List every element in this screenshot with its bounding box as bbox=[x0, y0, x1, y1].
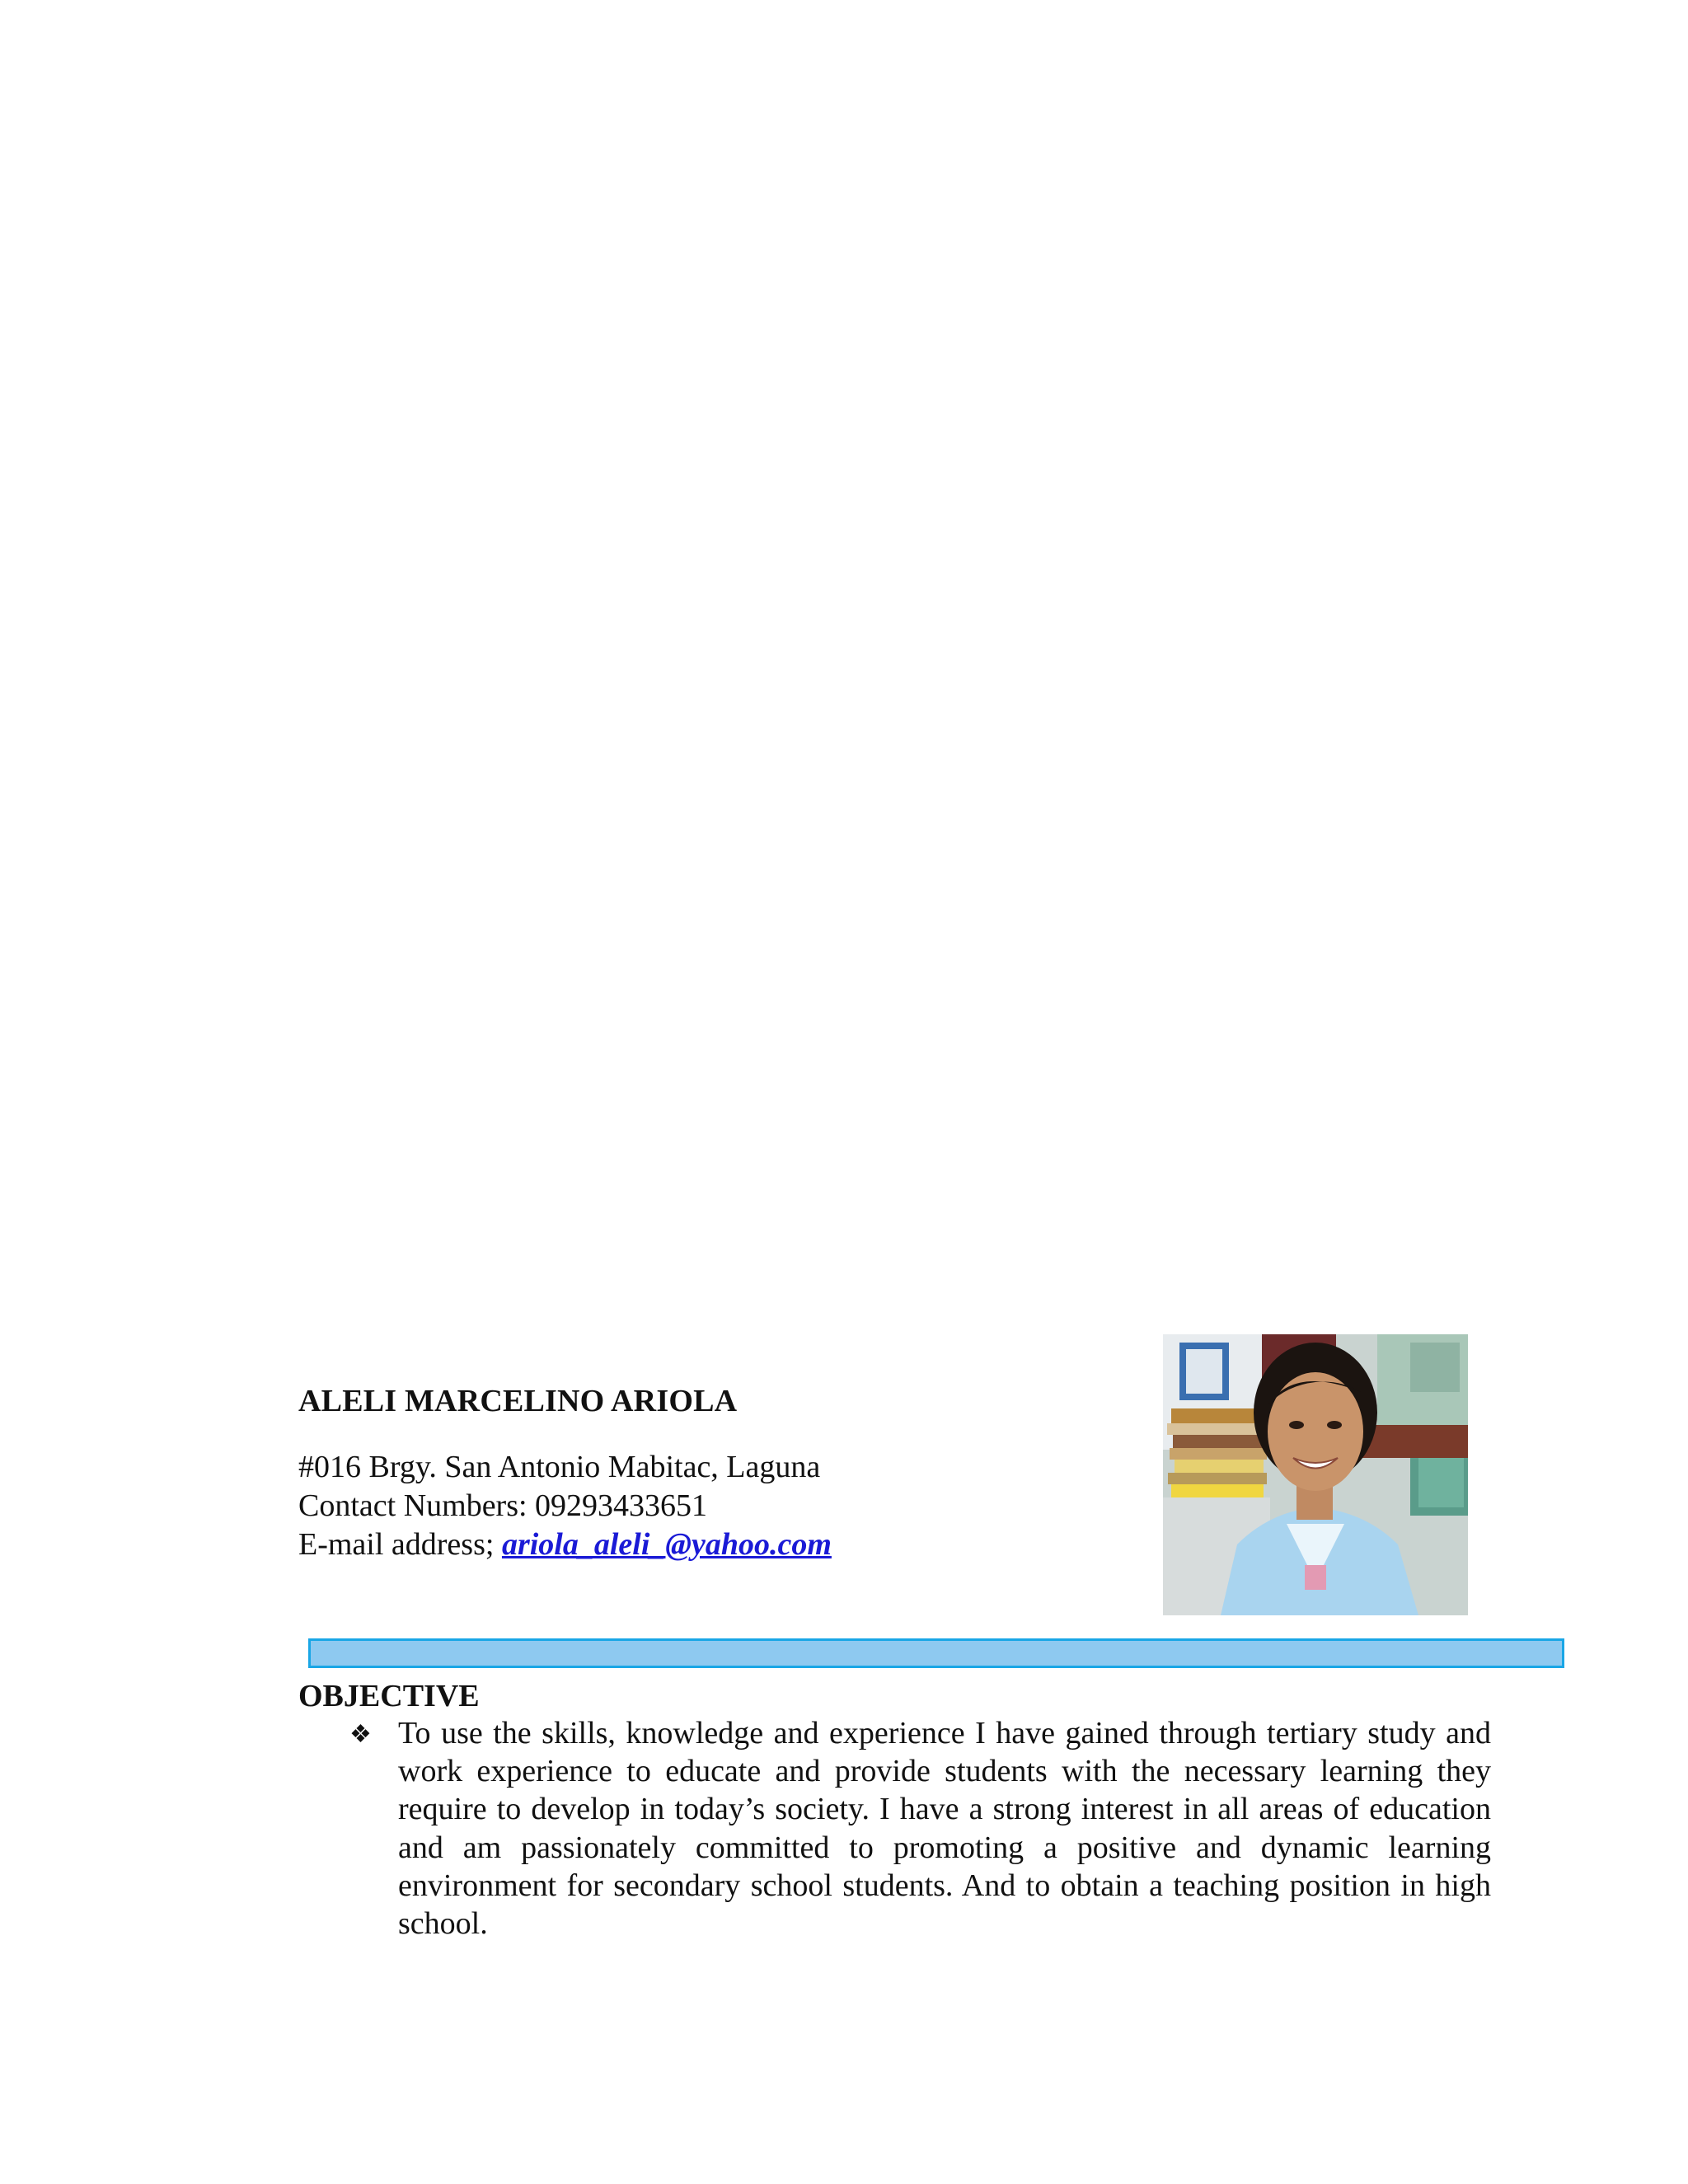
contact-numbers-line: Contact Numbers: 09293433651 bbox=[298, 1488, 708, 1523]
applicant-name: ALELI MARCELINO ARIOLA bbox=[298, 1384, 738, 1418]
diamond-bullet-icon: ❖ bbox=[349, 1721, 372, 1748]
email-label: E-mail address; bbox=[298, 1527, 502, 1562]
section-divider-bar bbox=[308, 1638, 1564, 1668]
email-line bbox=[298, 1526, 832, 1564]
contact-block bbox=[298, 1448, 832, 1564]
email-link[interactable]: ariola_aleli_@yahoo.com bbox=[501, 1527, 832, 1562]
profile-photo bbox=[1163, 1334, 1468, 1615]
address-line: #016 Brgy. San Antonio Mabitac, Laguna bbox=[298, 1450, 821, 1484]
objective-text: To use the skills, knowledge and experience I have gained through tertiary study and work experience to educate and provide students with the necessary learning they require to develop in today’s society. I have a strong interest in all areas of education and am passionately committed to promoting a positive and dynamic learning environment for secondary school students. And to obtain a teaching position in high school. bbox=[398, 1716, 1491, 1942]
objective-heading: OBJECTIVE bbox=[298, 1679, 480, 1713]
